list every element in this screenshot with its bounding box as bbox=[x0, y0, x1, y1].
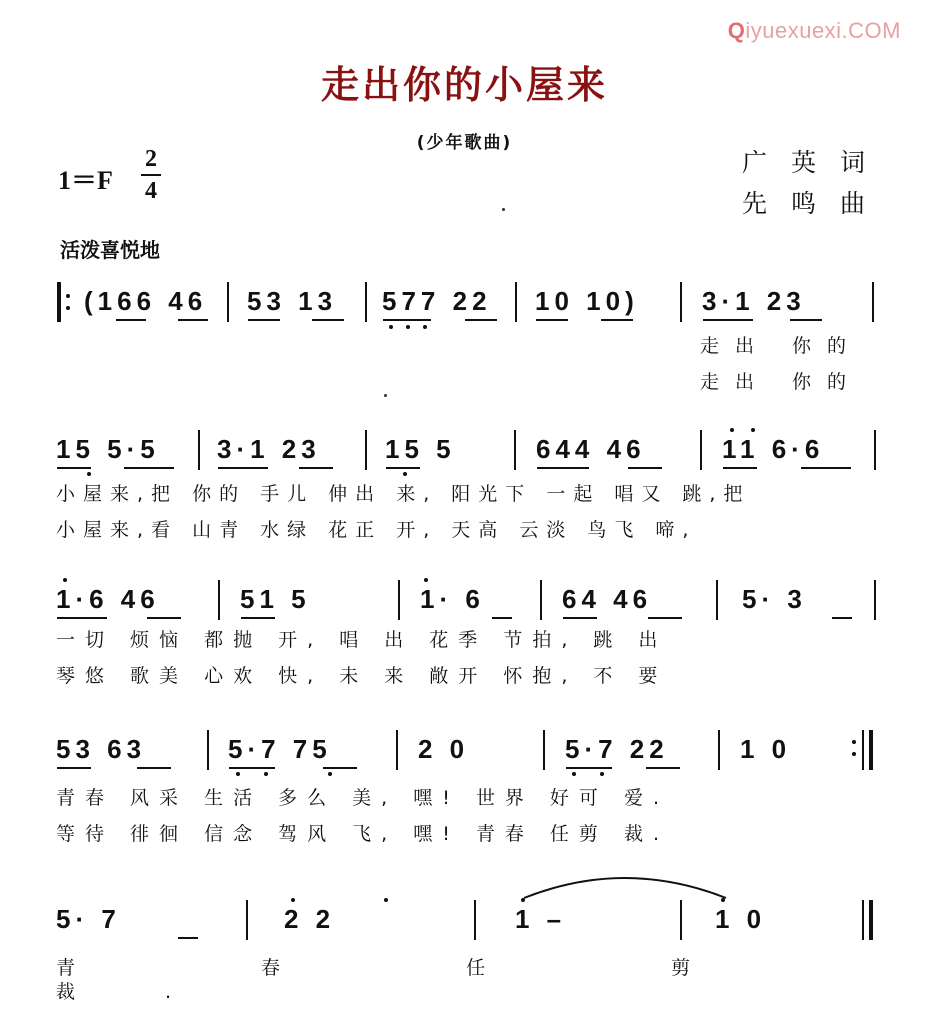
watermark-logo-letter: Q bbox=[727, 18, 746, 43]
low-octave-dot bbox=[87, 472, 91, 476]
measure: 10 10) bbox=[535, 286, 639, 316]
barline bbox=[474, 900, 476, 940]
beam bbox=[648, 617, 682, 619]
beam bbox=[248, 319, 280, 321]
staff-row-5 bbox=[0, 898, 929, 1003]
beam bbox=[801, 467, 851, 469]
low-octave-dot bbox=[423, 325, 427, 329]
beam bbox=[703, 319, 753, 321]
low-octave-dot bbox=[403, 472, 407, 476]
beam bbox=[299, 467, 333, 469]
barline bbox=[874, 580, 876, 620]
lyric-verse-1: 一切 烦恼 都抛 开, 唱 出 花季 节拍, 跳 出 bbox=[56, 629, 668, 651]
measure: 1· 6 bbox=[420, 584, 485, 614]
beam bbox=[566, 767, 612, 769]
barline bbox=[246, 900, 248, 940]
measure: 51 5 bbox=[240, 584, 311, 614]
time-signature bbox=[140, 144, 162, 206]
barline bbox=[716, 580, 718, 620]
scan-speck bbox=[502, 208, 505, 211]
measure: 644 46 bbox=[536, 434, 646, 464]
high-octave-dot bbox=[730, 428, 734, 432]
low-octave-dot bbox=[236, 772, 240, 776]
barline bbox=[543, 730, 545, 770]
beam bbox=[832, 617, 852, 619]
barline bbox=[700, 430, 702, 470]
beam bbox=[601, 319, 633, 321]
low-octave-dot bbox=[600, 772, 604, 776]
low-octave-dot bbox=[406, 325, 410, 329]
barline bbox=[515, 282, 517, 322]
measure: 2 0 bbox=[418, 734, 470, 764]
measure: 5·7 22 bbox=[565, 734, 669, 764]
measure: 1 0 bbox=[715, 904, 767, 934]
beam bbox=[536, 319, 568, 321]
beam bbox=[241, 617, 275, 619]
beam bbox=[563, 617, 597, 619]
measure: 11 6·6 bbox=[722, 434, 825, 464]
barline bbox=[396, 730, 398, 770]
beam bbox=[312, 319, 344, 321]
scan-speck bbox=[384, 394, 387, 397]
high-octave-dot bbox=[291, 898, 295, 902]
barline bbox=[862, 730, 864, 770]
high-octave-dot bbox=[751, 428, 755, 432]
lyric-verse-1: 小屋来,把 你的 手儿 伸出 来, 阳光下 一起 唱又 跳,把 bbox=[56, 483, 751, 505]
barline bbox=[207, 730, 209, 770]
key-signature: 1＝F bbox=[58, 166, 113, 195]
barline bbox=[874, 430, 876, 470]
lyric-verse-2: 小屋来,看 山青 水绿 花正 开, 天高 云淡 鸟飞 啼, bbox=[56, 519, 697, 541]
beam bbox=[116, 319, 146, 321]
staff-row-2 bbox=[0, 428, 929, 541]
barline bbox=[718, 730, 720, 770]
lyric-verse-2: 等待 徘徊 信念 驾风 飞, 嘿! 青春 任剪 裁. bbox=[56, 823, 670, 845]
low-octave-dot bbox=[264, 772, 268, 776]
lyricist-credit: 广英词 bbox=[742, 148, 890, 177]
measure: 2 2 bbox=[284, 904, 336, 934]
barline bbox=[218, 580, 220, 620]
low-octave-dot bbox=[389, 325, 393, 329]
high-octave-dot bbox=[63, 578, 67, 582]
beam bbox=[178, 319, 208, 321]
measure: 1·6 46 bbox=[56, 584, 160, 614]
time-signature-top: 2 bbox=[145, 146, 157, 172]
low-octave-dot bbox=[328, 772, 332, 776]
repeat-start-barline bbox=[57, 282, 61, 322]
barline bbox=[680, 282, 682, 322]
time-signature-bottom: 4 bbox=[145, 178, 157, 204]
lyric-verse-1: 走出 你的 bbox=[700, 335, 863, 357]
final-barline-thick bbox=[869, 900, 873, 940]
repeat-dot bbox=[852, 752, 856, 756]
barline bbox=[540, 580, 542, 620]
repeat-dot bbox=[66, 294, 70, 298]
beam bbox=[723, 467, 757, 469]
beam bbox=[537, 467, 589, 469]
high-octave-dot bbox=[384, 898, 388, 902]
measure: 15 5 bbox=[385, 434, 456, 464]
barline bbox=[398, 580, 400, 620]
barline bbox=[198, 430, 200, 470]
barline bbox=[365, 430, 367, 470]
low-octave-dot bbox=[572, 772, 576, 776]
beam bbox=[218, 467, 268, 469]
staff-row-4 bbox=[0, 728, 929, 845]
beam bbox=[790, 319, 822, 321]
beam bbox=[465, 319, 497, 321]
song-title: 走出你的小屋来 bbox=[320, 62, 608, 107]
barline bbox=[680, 900, 682, 940]
measure: 53 63 bbox=[56, 734, 147, 764]
high-octave-dot bbox=[521, 898, 525, 902]
staff-row-1 bbox=[0, 280, 929, 393]
tie-arc bbox=[520, 868, 730, 902]
measure: 5· 7 bbox=[56, 904, 121, 934]
beam bbox=[57, 767, 91, 769]
beam bbox=[137, 767, 171, 769]
staff-row-3 bbox=[0, 578, 929, 687]
composer-credit: 先鸣曲 bbox=[742, 189, 890, 218]
high-octave-dot bbox=[721, 898, 725, 902]
site-watermark bbox=[728, 18, 901, 44]
beam bbox=[57, 467, 91, 469]
beam bbox=[178, 937, 198, 939]
measure: 64 46 bbox=[562, 584, 653, 614]
measure: 1 – bbox=[515, 904, 567, 934]
beam bbox=[383, 319, 431, 321]
lyric-verse-1: 青春 风采 生活 多么 美, 嘿! 世界 好可 爱. bbox=[56, 787, 670, 809]
measure: 1 0 bbox=[740, 734, 792, 764]
repeat-end-barline bbox=[869, 730, 873, 770]
repeat-dot bbox=[852, 740, 856, 744]
measure: 3·1 23 bbox=[217, 434, 321, 464]
barline bbox=[227, 282, 229, 322]
lyric-verse-2: 走出 你的 bbox=[700, 371, 863, 393]
measure: 53 13 bbox=[247, 286, 338, 316]
beam bbox=[124, 467, 174, 469]
high-octave-dot bbox=[424, 578, 428, 582]
barline bbox=[365, 282, 367, 322]
beam bbox=[492, 617, 512, 619]
lyric-verse-2: 琴悠 歌美 心欢 快, 未 来 敞开 怀抱, 不 要 bbox=[56, 665, 668, 687]
barline bbox=[514, 430, 516, 470]
beam bbox=[323, 767, 357, 769]
song-subtitle: (少年歌曲) bbox=[416, 133, 513, 153]
beam bbox=[646, 767, 680, 769]
watermark-text: iyuexuexi.COM bbox=[745, 18, 901, 43]
measure: 15 5·5 bbox=[56, 434, 160, 464]
beam bbox=[386, 467, 420, 469]
tempo-marking: 活泼喜悦地 bbox=[60, 238, 160, 262]
repeat-dot bbox=[66, 306, 70, 310]
measure: 577 22 bbox=[382, 286, 492, 316]
final-barline-thin bbox=[862, 900, 864, 940]
beam bbox=[147, 617, 181, 619]
beam bbox=[628, 467, 662, 469]
beam bbox=[57, 617, 107, 619]
barline bbox=[872, 282, 874, 322]
measure: 5·7 75 bbox=[228, 734, 332, 764]
beam bbox=[229, 767, 275, 769]
measure: 5· 3 bbox=[742, 584, 807, 614]
measure: (166 46 bbox=[84, 286, 208, 316]
measure: 3·1 23 bbox=[702, 286, 806, 316]
lyric-verse-1: 青 春 任 剪 裁. bbox=[56, 957, 781, 1003]
